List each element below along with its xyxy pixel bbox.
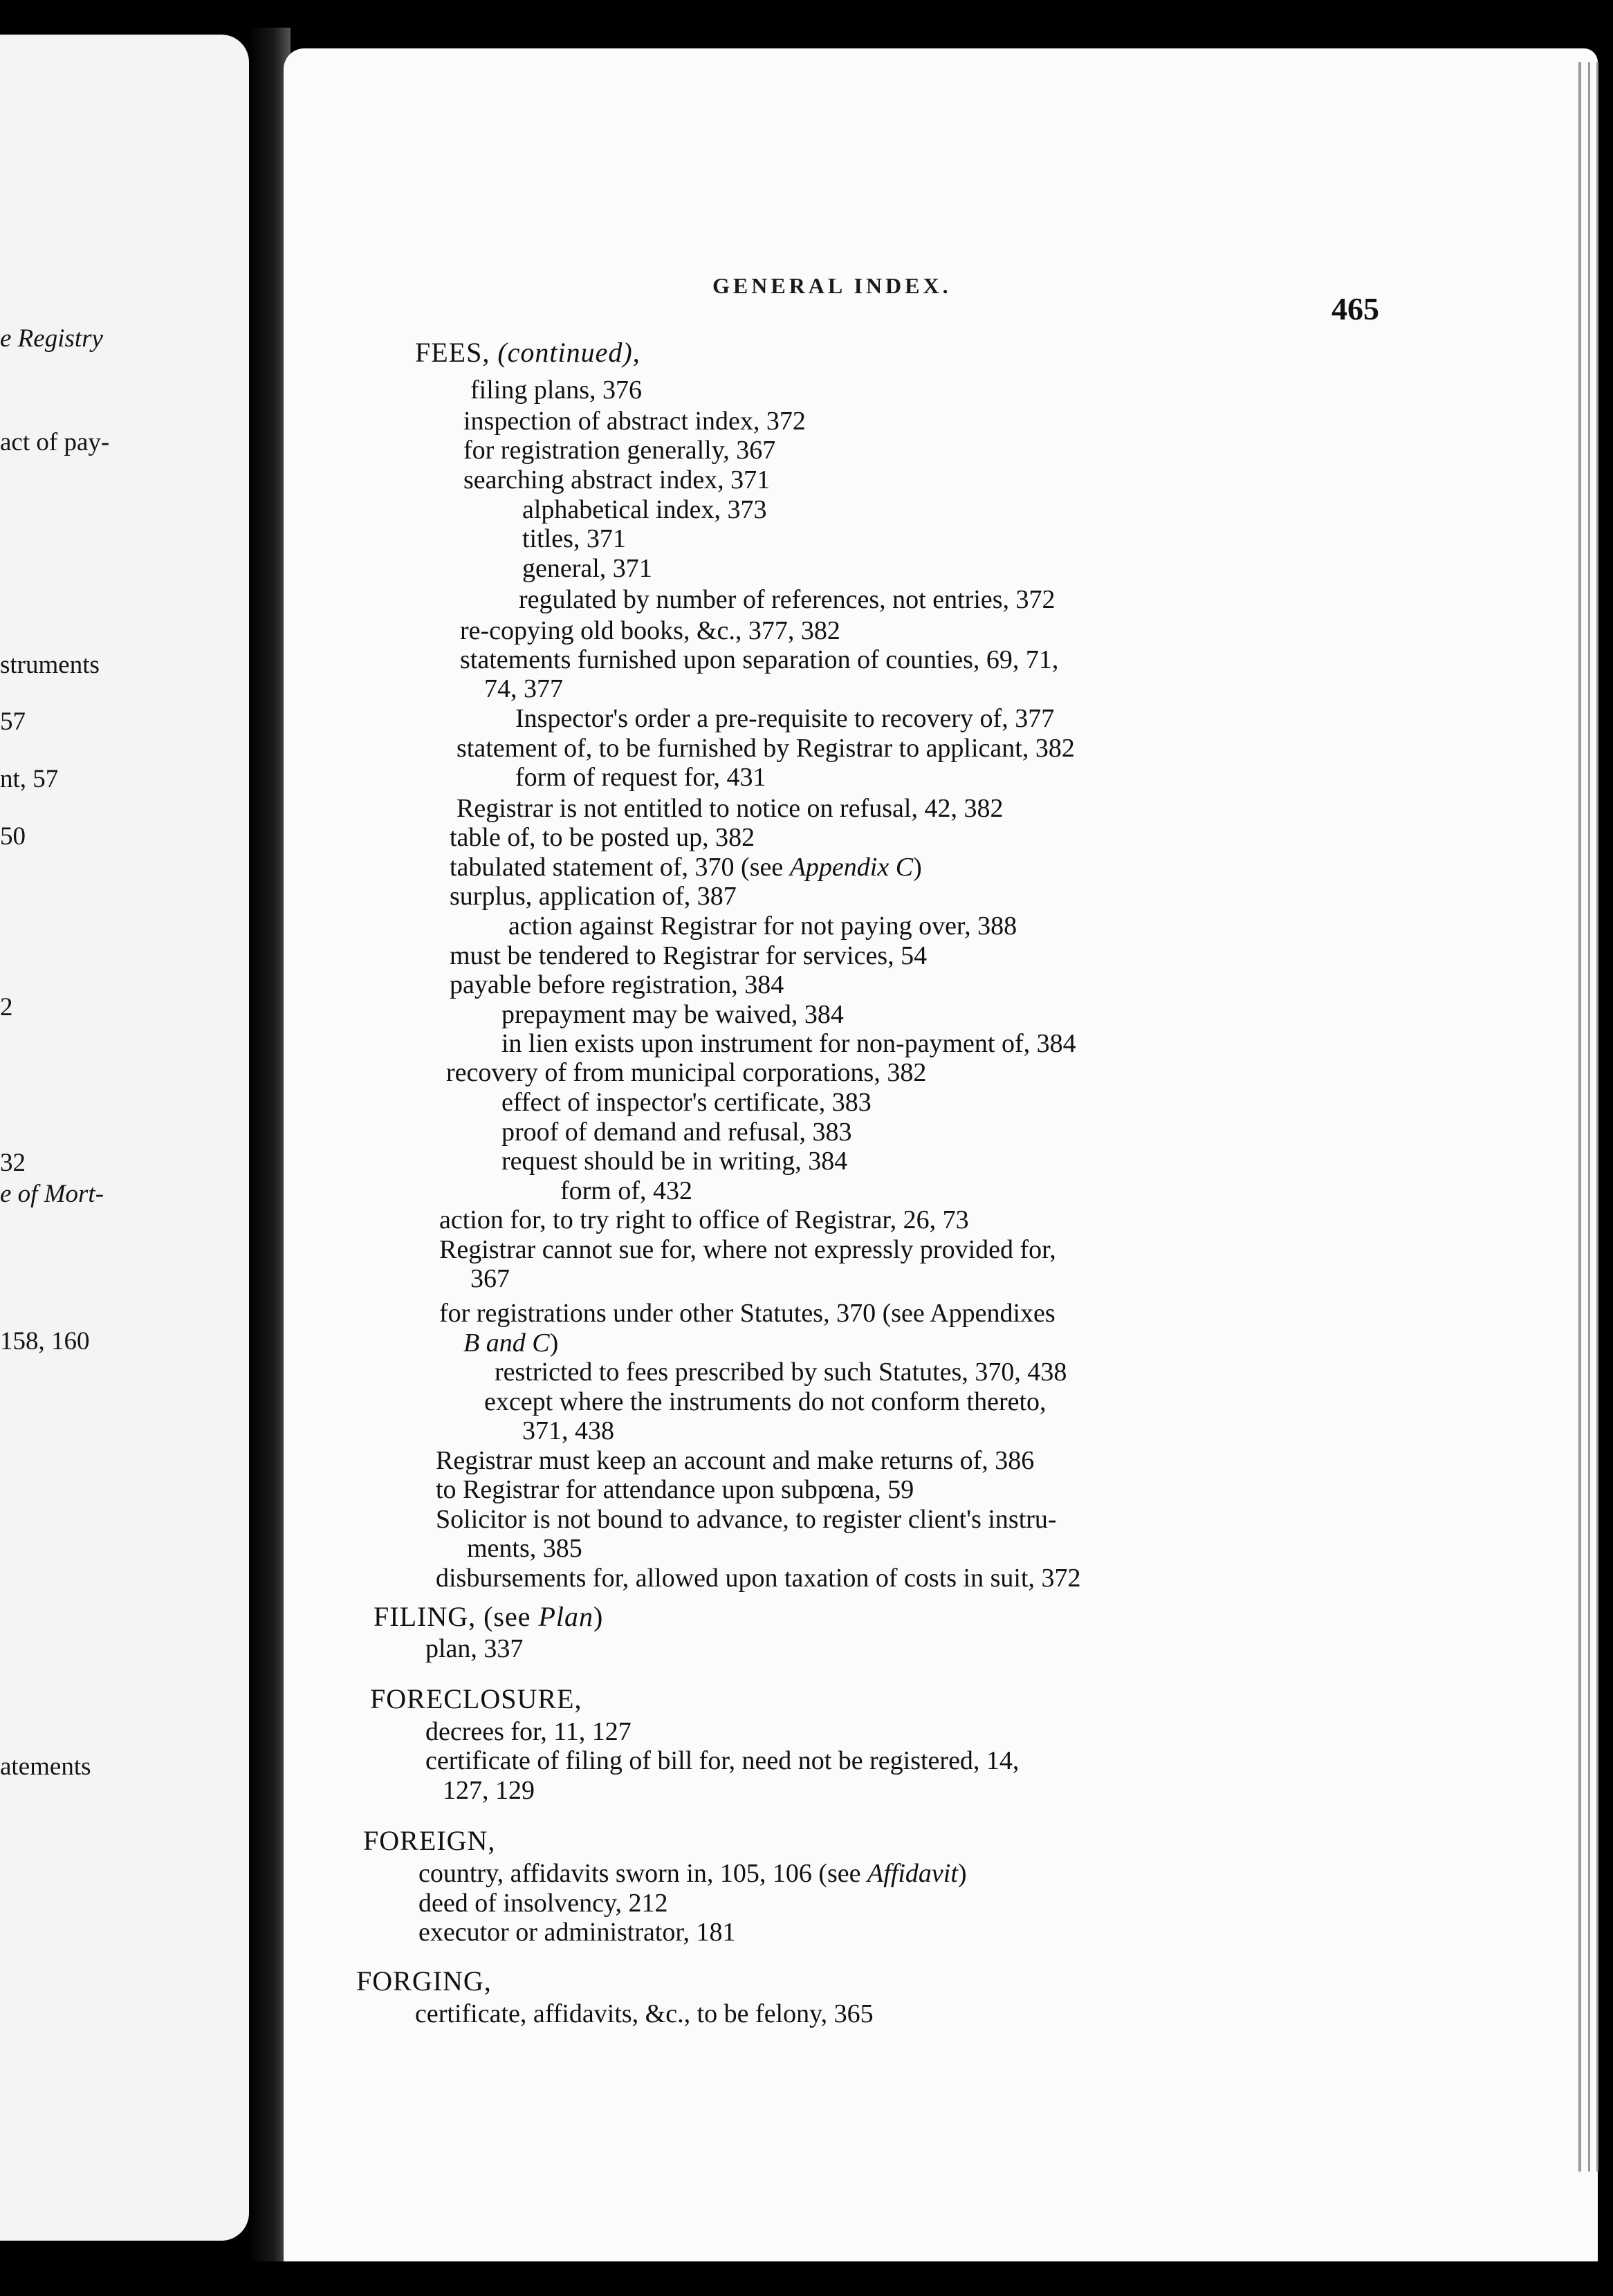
index-entry [501,1148,847,1174]
entry-text: searching abstract index, 371 [463,465,771,494]
entry-text: regulated by number of references, not entries, 372 [519,585,1056,614]
index-entry [463,467,770,493]
entry-text: certificate, affidavits, &c., to be felony, 365 [415,1999,874,2028]
entry-text: Inspector's order a pre-requisite to recovery of, 377 [515,704,1055,733]
index-entry [463,437,775,463]
index-entry [460,647,1058,673]
index-heading [370,1685,582,1713]
index-entry [418,1890,668,1916]
entry-text: must be tendered to Registrar for services, 54 [450,941,928,970]
entry-text: statement of, to be furnished by Registrar to applicant, 382 [457,734,1075,763]
entry-text: ments, 385 [467,1534,582,1563]
index-heading [415,339,640,367]
entry-text: payable before registration, 384 [450,970,784,999]
index-entry [463,408,806,434]
left-page-fragment: 50 [0,822,26,851]
left-page-fragment: e Registry [0,324,103,353]
index-entry [450,972,784,998]
entry-text: Registrar must keep an account and make returns of, 386 [436,1446,1035,1475]
entry-italic-text: Affidavit [867,1859,958,1888]
index-entry [425,1719,632,1745]
entry-text: recovery of from municipal corporations, 382 [446,1058,927,1087]
index-entry [484,676,563,702]
entry-text: decrees for, 11, 127 [425,1717,632,1746]
entry-text: action against Registrar for not paying over, 388 [508,911,1017,941]
index-entry [522,526,626,552]
index-entry [436,1476,914,1503]
index-entry [522,555,652,582]
left-facing-page [0,35,249,2241]
entry-text: certificate of filing of bill for, need not be registered, 14, [425,1746,1020,1775]
index-entry [495,1359,1067,1385]
index-entry [436,1506,1057,1533]
entry-tail-text: ) [549,1328,559,1358]
index-entry [470,1266,510,1292]
entry-tail-text: ) [913,853,922,882]
entry-text: inspection of abstract index, 372 [463,407,806,436]
entry-text: for registrations under other Statutes, 370 (see Appendixes [439,1299,1056,1328]
page-edge-line [1588,62,1590,2172]
entry-text: general, 371 [522,554,652,583]
entry-text: tabulated statement of, 370 (see [450,853,790,882]
entry-text: country, affidavits sworn in, 105, 106 (see [418,1859,868,1888]
left-page-fragment: e of Mort- [0,1180,104,1208]
entry-italic-text: Appendix C [789,853,914,882]
entry-text: prepayment may be waived, 384 [501,1000,844,1029]
entry-text: Solicitor is not bound to advance, to register client's instru- [436,1505,1057,1534]
entry-text: request should be in writing, 384 [501,1147,848,1176]
entry-text: Registrar cannot sue for, where not expressly provided for, [439,1235,1056,1264]
left-page-fragment: 57 [0,707,26,736]
index-entry [457,735,1075,761]
entry-text: executor or administrator, 181 [418,1918,736,1947]
left-page-fragment: 32 [0,1149,26,1177]
entry-italic-text: (continued) [497,337,633,368]
index-entry [450,883,737,909]
index-entry [467,1535,582,1562]
entry-text: FORECLOSURE, [370,1683,582,1714]
entry-tail-text: , [632,337,640,368]
entry-text: proof of demand and refusal, 383 [501,1118,852,1147]
entry-text: 127, 129 [443,1776,535,1805]
entry-text: except where the instruments do not conform thereto, [484,1387,1047,1416]
entry-text: 367 [470,1264,510,1293]
entry-text: FORGING, [356,1965,492,1997]
index-heading [363,1827,495,1855]
index-heading [356,1965,492,1997]
index-entry [436,1565,1081,1591]
entry-text: alphabetical index, 373 [522,495,767,524]
page-edge-line [1596,62,1598,2172]
entry-text: FOREIGN, [363,1825,496,1856]
entry-italic-text: Plan [538,1601,594,1632]
index-entry [515,705,1054,732]
entry-text: Registrar is not entitled to notice on refusal, 42, 382 [457,794,1004,823]
entry-text: in lien exists upon instrument for non-payment of, 384 [501,1029,1076,1058]
index-entry [501,1089,872,1115]
entry-text: table of, to be posted up, 382 [450,823,755,852]
index-entry [501,1001,844,1028]
entry-tail-text: ) [957,1859,967,1888]
entry-text: re-copying old books, &c., 377, 382 [460,616,840,645]
index-entry [560,1178,692,1204]
index-entry [457,795,1003,822]
index-entry [443,1777,535,1804]
index-entry [508,913,1017,939]
index-entry [436,1447,1034,1474]
entry-text: effect of inspector's certificate, 383 [501,1088,872,1117]
entry-text: FEES, [415,337,498,368]
index-entry [450,854,922,880]
entry-text: deed of insolvency, 212 [418,1889,668,1918]
left-page-fragment: atements [0,1752,91,1781]
entry-text: titles, 371 [522,524,626,553]
index-entry [450,943,927,969]
index-entry [519,586,1056,613]
index-entry [425,1748,1019,1774]
index-entry [522,497,767,523]
entry-text: plan, 337 [425,1634,524,1663]
entry-text: restricted to fees prescribed by such Statutes, 370, 438 [495,1358,1067,1387]
running-header: GENERAL INDEX. [712,273,952,298]
index-heading [374,1603,603,1631]
entry-text: 74, 377 [484,674,563,703]
index-entry [501,1030,1076,1057]
index-entry [415,2001,874,2027]
entry-text: form of request for, 431 [515,763,766,792]
left-page-fragment: 2 [0,993,13,1021]
index-entry [515,764,766,790]
entry-text: for registration generally, 367 [463,436,776,465]
entry-text: 371, 438 [522,1416,614,1445]
index-entry [450,824,755,851]
entry-text: surplus, application of, 387 [450,882,737,911]
left-page-fragment: act of pay- [0,428,110,456]
index-entry [425,1636,523,1662]
index-entry [470,377,642,403]
entry-italic-text: B and C [463,1328,550,1358]
left-page-fragment: 158, 160 [0,1327,90,1355]
index-entry [463,1330,558,1356]
entry-text: FILING, (see [374,1601,539,1632]
index-entry [446,1059,926,1086]
index-entry [439,1207,969,1233]
page-edge-line [1578,62,1581,2172]
left-page-fragment: struments [0,651,100,679]
index-entry [460,618,840,644]
entry-text: filing plans, 376 [470,376,643,405]
page-number: 465 [1331,291,1379,326]
entry-text: disbursements for, allowed upon taxation of costs in suit, 372 [436,1564,1081,1593]
entry-text: to Registrar for attendance upon subpœna, 59 [436,1475,914,1504]
entry-tail-text: ) [593,1601,604,1632]
entry-text: action for, to try right to office of Registrar, 26, 73 [439,1205,969,1234]
entry-text: form of, 432 [560,1176,693,1205]
entry-text: statements furnished upon separation of counties, 69, 71, [460,645,1059,674]
index-entry [522,1418,614,1444]
index-entry [501,1119,852,1145]
index-entry [439,1237,1056,1263]
index-entry [418,1860,967,1887]
left-page-fragment: nt, 57 [0,765,59,793]
index-entry [484,1389,1047,1415]
index-entry [418,1919,736,1945]
index-entry [439,1300,1056,1326]
